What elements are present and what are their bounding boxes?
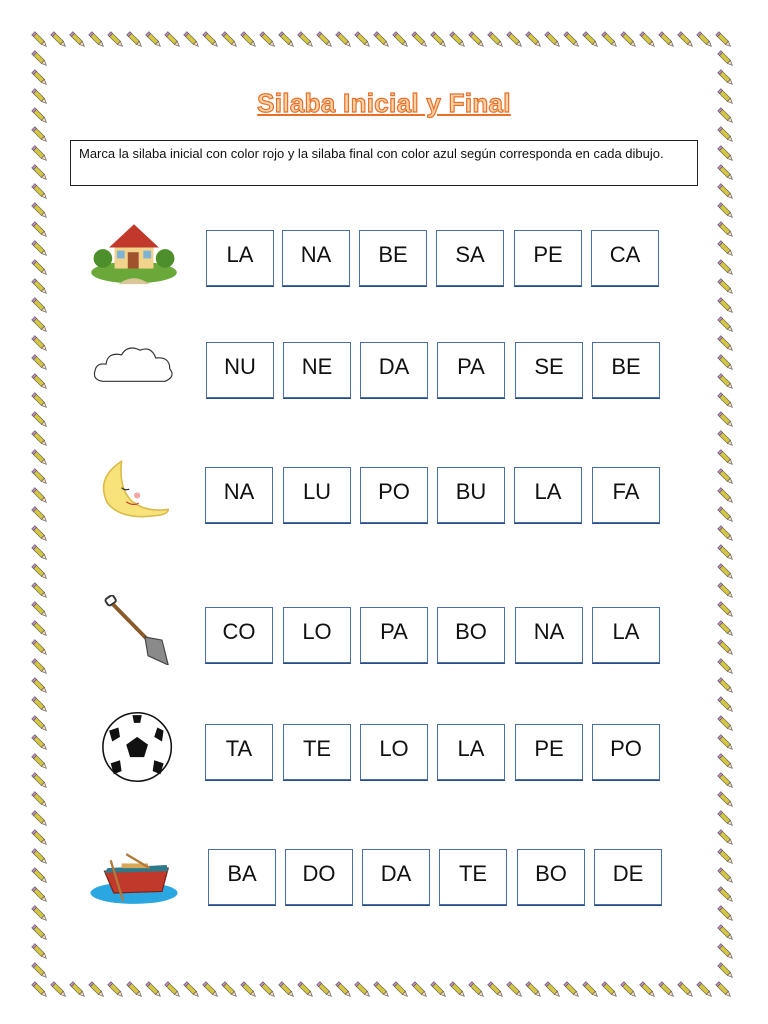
pencil-icon bbox=[317, 982, 333, 998]
pencil-icon bbox=[241, 982, 257, 998]
syllable-box[interactable]: PE bbox=[515, 724, 583, 780]
pencil-icon bbox=[718, 678, 734, 694]
pencil-icon bbox=[507, 982, 523, 998]
pencil-icon bbox=[184, 32, 200, 48]
pencil-icon bbox=[718, 545, 734, 561]
pencil-icon bbox=[127, 982, 143, 998]
pencil-icon bbox=[716, 32, 732, 48]
pencil-icon bbox=[32, 32, 48, 48]
pencil-icon bbox=[32, 678, 48, 694]
pencil-icon bbox=[412, 32, 428, 48]
row-house bbox=[0, 218, 768, 288]
pencil-icon bbox=[718, 165, 734, 181]
pencil-icon bbox=[718, 906, 734, 922]
syllable-box[interactable]: CO bbox=[205, 607, 273, 663]
pencil-icon bbox=[718, 184, 734, 200]
pencil-icon bbox=[678, 32, 694, 48]
pencil-icon bbox=[70, 32, 86, 48]
pencil-icon bbox=[718, 925, 734, 941]
pencil-icon bbox=[374, 982, 390, 998]
pencil-icon bbox=[279, 32, 295, 48]
pencil-icon bbox=[718, 51, 734, 67]
pencil-icon bbox=[32, 906, 48, 922]
pencil-icon bbox=[718, 298, 734, 314]
syllable-box[interactable]: BA bbox=[208, 849, 276, 905]
pencil-icon bbox=[393, 982, 409, 998]
shovel-icon bbox=[74, 595, 194, 665]
pencil-icon bbox=[488, 982, 504, 998]
syllable-box[interactable]: DA bbox=[360, 342, 428, 398]
row-boat bbox=[0, 837, 768, 907]
pencil-icon bbox=[716, 982, 732, 998]
syllable-box[interactable]: BU bbox=[437, 467, 505, 523]
pencil-icon bbox=[718, 564, 734, 580]
pencil-icon bbox=[146, 982, 162, 998]
syllable-box[interactable]: PA bbox=[437, 342, 505, 398]
pencil-icon bbox=[718, 697, 734, 713]
syllable-box[interactable]: LA bbox=[592, 607, 660, 663]
syllable-box[interactable]: LU bbox=[283, 467, 351, 523]
pencil-icon bbox=[146, 32, 162, 48]
syllable-box[interactable]: DA bbox=[362, 849, 430, 905]
syllable-box[interactable]: LA bbox=[514, 467, 582, 523]
pencil-icon bbox=[32, 982, 48, 998]
pencil-icon bbox=[469, 32, 485, 48]
syllable-box[interactable]: DE bbox=[594, 849, 662, 905]
syllable-box[interactable]: LO bbox=[283, 607, 351, 663]
pencil-icon bbox=[697, 32, 713, 48]
pencil-icon bbox=[108, 982, 124, 998]
pencil-icon bbox=[222, 982, 238, 998]
row-ball bbox=[0, 712, 768, 782]
pencil-icon bbox=[32, 811, 48, 827]
pencil-icon bbox=[32, 146, 48, 162]
syllable-box[interactable]: FA bbox=[592, 467, 660, 523]
pencil-icon bbox=[355, 982, 371, 998]
pencil-icon bbox=[450, 982, 466, 998]
pencil-icon bbox=[260, 982, 276, 998]
syllable-box[interactable]: SE bbox=[515, 342, 583, 398]
syllable-box[interactable]: BE bbox=[359, 230, 427, 286]
pencil-icon bbox=[718, 127, 734, 143]
pencil-icon bbox=[640, 32, 656, 48]
row-moon bbox=[0, 455, 768, 525]
pencil-icon bbox=[526, 982, 542, 998]
pencil-icon bbox=[697, 982, 713, 998]
pencil-icon bbox=[298, 32, 314, 48]
pencil-icon bbox=[89, 982, 105, 998]
pencil-icon bbox=[718, 811, 734, 827]
pencil-icon bbox=[718, 792, 734, 808]
pencil-icon bbox=[32, 564, 48, 580]
pencil-icon bbox=[718, 203, 734, 219]
pencil-icon bbox=[718, 944, 734, 960]
pencil-icon bbox=[279, 982, 295, 998]
ball-icon bbox=[74, 712, 194, 782]
pencil-icon bbox=[32, 298, 48, 314]
pencil-icon bbox=[526, 32, 542, 48]
pencil-icon bbox=[32, 412, 48, 428]
moon-icon bbox=[74, 455, 194, 525]
pencil-icon bbox=[564, 32, 580, 48]
pencil-icon bbox=[545, 982, 561, 998]
pencil-icon bbox=[718, 963, 734, 979]
pencil-icon bbox=[165, 982, 181, 998]
pencil-icon bbox=[32, 545, 48, 561]
house-icon bbox=[74, 218, 194, 288]
pencil-icon bbox=[108, 32, 124, 48]
pencil-icon bbox=[431, 32, 447, 48]
syllable-box[interactable]: SA bbox=[436, 230, 504, 286]
syllable-box[interactable]: LO bbox=[360, 724, 428, 780]
pencil-icon bbox=[507, 32, 523, 48]
pencil-icon bbox=[260, 32, 276, 48]
pencil-icon bbox=[718, 526, 734, 542]
pencil-icon bbox=[718, 146, 734, 162]
pencil-icon bbox=[659, 982, 675, 998]
pencil-icon bbox=[203, 32, 219, 48]
row-shovel bbox=[0, 595, 768, 665]
pencil-icon bbox=[488, 32, 504, 48]
pencil-icon bbox=[718, 70, 734, 86]
pencil-icon bbox=[32, 963, 48, 979]
pencil-icon bbox=[32, 431, 48, 447]
pencil-icon bbox=[393, 32, 409, 48]
syllable-box[interactable]: NA bbox=[282, 230, 350, 286]
syllable-box[interactable]: PO bbox=[592, 724, 660, 780]
syllable-box[interactable]: PA bbox=[360, 607, 428, 663]
pencil-icon bbox=[298, 982, 314, 998]
pencil-icon bbox=[583, 32, 599, 48]
pencil-icon bbox=[32, 165, 48, 181]
pencil-icon bbox=[32, 526, 48, 542]
syllable-box[interactable]: TE bbox=[283, 724, 351, 780]
pencil-icon bbox=[678, 982, 694, 998]
pencil-icon bbox=[564, 982, 580, 998]
pencil-icon bbox=[32, 127, 48, 143]
pencil-icon bbox=[89, 32, 105, 48]
pencil-icon bbox=[545, 32, 561, 48]
syllable-box[interactable]: LA bbox=[437, 724, 505, 780]
pencil-icon bbox=[32, 203, 48, 219]
instruction-box: Marca la silaba inicial con color rojo y la silaba final con color azul según corresponda en cada dibujo. bbox=[70, 140, 698, 186]
pencil-icon bbox=[718, 412, 734, 428]
pencil-icon bbox=[718, 431, 734, 447]
pencil-icon bbox=[317, 32, 333, 48]
pencil-icon bbox=[336, 32, 352, 48]
syllable-box[interactable]: PE bbox=[514, 230, 582, 286]
row-cloud bbox=[0, 330, 768, 400]
syllable-box[interactable]: CA bbox=[591, 230, 659, 286]
cloud-icon bbox=[74, 330, 194, 400]
syllable-box[interactable]: TA bbox=[205, 724, 273, 780]
pencil-icon bbox=[51, 982, 67, 998]
pencil-icon bbox=[469, 982, 485, 998]
syllable-box[interactable]: NA bbox=[515, 607, 583, 663]
page-title: Silaba Inicial y Final bbox=[257, 88, 511, 118]
syllable-box[interactable]: DO bbox=[285, 849, 353, 905]
pencil-icon bbox=[32, 184, 48, 200]
pencil-icon bbox=[32, 925, 48, 941]
pencil-icon bbox=[431, 982, 447, 998]
pencil-icon bbox=[355, 32, 371, 48]
pencil-icon bbox=[412, 982, 428, 998]
pencil-icon bbox=[32, 51, 48, 67]
pencil-icon bbox=[640, 982, 656, 998]
pencil-icon bbox=[165, 32, 181, 48]
syllable-box[interactable]: BO bbox=[437, 607, 505, 663]
pencil-icon bbox=[32, 697, 48, 713]
syllable-box[interactable]: NU bbox=[206, 342, 274, 398]
pencil-icon bbox=[32, 70, 48, 86]
pencil-icon bbox=[602, 32, 618, 48]
pencil-icon bbox=[203, 982, 219, 998]
pencil-icon bbox=[450, 32, 466, 48]
syllable-box[interactable]: TE bbox=[439, 849, 507, 905]
pencil-icon bbox=[659, 32, 675, 48]
syllable-box[interactable]: NE bbox=[283, 342, 351, 398]
pencil-icon bbox=[222, 32, 238, 48]
boat-icon bbox=[74, 837, 194, 907]
syllable-box[interactable]: LA bbox=[206, 230, 274, 286]
syllable-box[interactable]: BO bbox=[517, 849, 585, 905]
pencil-icon bbox=[374, 32, 390, 48]
syllable-box[interactable]: BE bbox=[592, 342, 660, 398]
pencil-icon bbox=[70, 982, 86, 998]
pencil-icon bbox=[583, 982, 599, 998]
pencil-icon bbox=[51, 32, 67, 48]
pencil-icon bbox=[184, 982, 200, 998]
pencil-icon bbox=[127, 32, 143, 48]
syllable-box[interactable]: PO bbox=[360, 467, 428, 523]
pencil-icon bbox=[32, 792, 48, 808]
pencil-icon bbox=[621, 982, 637, 998]
pencil-icon bbox=[336, 982, 352, 998]
pencil-icon bbox=[32, 944, 48, 960]
pencil-icon bbox=[602, 982, 618, 998]
pencil-icon bbox=[621, 32, 637, 48]
syllable-box[interactable]: NA bbox=[205, 467, 273, 523]
pencil-icon bbox=[241, 32, 257, 48]
